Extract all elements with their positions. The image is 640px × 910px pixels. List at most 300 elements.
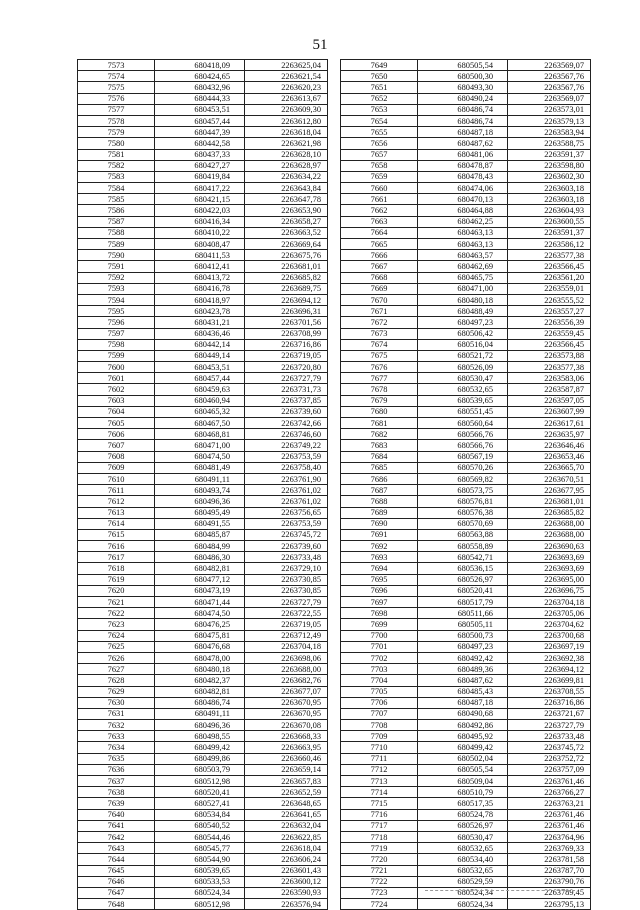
x-coordinate-cell: 680460,94 [155,395,245,406]
x-coordinate-cell: 680569,82 [418,473,508,484]
x-coordinate-cell: 680478,43 [418,171,508,182]
x-coordinate-cell: 680502,04 [418,753,508,764]
y-coordinate-cell: 2263628,10 [245,149,328,160]
table-row [78,373,328,384]
y-coordinate-cell: 2263708,55 [508,686,591,697]
point-number-cell: 7626 [78,652,155,663]
table-row [341,720,591,731]
point-number-cell: 7590 [78,250,155,261]
table-row [341,138,591,149]
point-number-cell: 7667 [341,261,418,272]
table-row [78,440,328,451]
coordinates-table-right-body [341,60,591,910]
x-coordinate-cell: 680492,86 [418,720,508,731]
y-coordinate-cell: 2263681,01 [245,261,328,272]
x-coordinate-cell: 680510,79 [418,787,508,798]
table-row [78,652,328,663]
x-coordinate-cell: 680453,51 [155,104,245,115]
y-coordinate-cell: 2263764,96 [508,831,591,842]
y-coordinate-cell: 2263731,73 [245,384,328,395]
x-coordinate-cell: 680457,44 [155,115,245,126]
x-coordinate-cell: 680442,58 [155,138,245,149]
point-number-cell: 7713 [341,776,418,787]
table-row [341,350,591,361]
y-coordinate-cell: 2263761,46 [508,776,591,787]
table-row [78,574,328,585]
table-row [341,574,591,585]
x-coordinate-cell: 680410,22 [155,227,245,238]
point-number-cell: 7656 [341,138,418,149]
table-row [78,641,328,652]
x-coordinate-cell: 680465,75 [418,272,508,283]
y-coordinate-cell: 2263591,37 [508,227,591,238]
x-coordinate-cell: 680500,30 [418,71,508,82]
x-coordinate-cell: 680413,72 [155,272,245,283]
point-number-cell: 7682 [341,429,418,440]
y-coordinate-cell: 2263577,38 [508,250,591,261]
table-row [78,742,328,753]
table-row [78,485,328,496]
y-coordinate-cell: 2263603,18 [508,194,591,205]
y-coordinate-cell: 2263632,04 [245,820,328,831]
point-number-cell: 7664 [341,227,418,238]
x-coordinate-cell: 680576,38 [418,507,508,518]
table-row [341,529,591,540]
table-row [341,104,591,115]
table-row [341,171,591,182]
point-number-cell: 7681 [341,418,418,429]
y-coordinate-cell: 2263663,95 [245,742,328,753]
x-coordinate-cell: 680480,18 [418,294,508,305]
point-number-cell: 7711 [341,753,418,764]
coordinates-table-right [340,59,591,910]
table-row [341,328,591,339]
table-row [78,776,328,787]
table-row [78,294,328,305]
point-number-cell: 7676 [341,362,418,373]
point-number-cell: 7665 [341,239,418,250]
table-row [341,831,591,842]
x-coordinate-cell: 680533,53 [155,876,245,887]
x-coordinate-cell: 680471,00 [155,440,245,451]
point-number-cell: 7609 [78,462,155,473]
y-coordinate-cell: 2263618,04 [245,843,328,854]
table-row [78,283,328,294]
x-coordinate-cell: 680526,09 [418,362,508,373]
point-number-cell: 7606 [78,429,155,440]
table-row [78,227,328,238]
table-row [78,362,328,373]
table-row [341,194,591,205]
table-row [78,585,328,596]
x-coordinate-cell: 680447,39 [155,127,245,138]
y-coordinate-cell: 2263781,58 [508,854,591,865]
table-row [78,149,328,160]
x-coordinate-cell: 680457,44 [155,373,245,384]
point-number-cell: 7624 [78,630,155,641]
y-coordinate-cell: 2263761,46 [508,820,591,831]
table-row [78,798,328,809]
y-coordinate-cell: 2263557,27 [508,306,591,317]
point-number-cell: 7714 [341,787,418,798]
x-coordinate-cell: 680462,69 [418,261,508,272]
x-coordinate-cell: 680539,65 [155,865,245,876]
table-row [341,339,591,350]
point-number-cell: 7574 [78,71,155,82]
point-number-cell: 7709 [341,731,418,742]
y-coordinate-cell: 2263670,08 [245,720,328,731]
table-row [341,462,591,473]
table-row [78,496,328,507]
point-number-cell: 7704 [341,675,418,686]
x-coordinate-cell: 680488,49 [418,306,508,317]
point-number-cell: 7691 [341,529,418,540]
table-row [78,429,328,440]
table-row [341,205,591,216]
table-row [341,261,591,272]
x-coordinate-cell: 680506,42 [418,328,508,339]
point-number-cell: 7694 [341,563,418,574]
point-number-cell: 7721 [341,865,418,876]
x-coordinate-cell: 680467,50 [155,418,245,429]
x-coordinate-cell: 680476,25 [155,619,245,630]
table-row [78,462,328,473]
x-coordinate-cell: 680512,98 [155,899,245,910]
y-coordinate-cell: 2263733,48 [245,552,328,563]
point-number-cell: 7622 [78,608,155,619]
point-number-cell: 7597 [78,328,155,339]
point-number-cell: 7678 [341,384,418,395]
table-row [78,127,328,138]
y-coordinate-cell: 2263663,52 [245,227,328,238]
x-coordinate-cell: 680509,04 [418,776,508,787]
point-number-cell: 7689 [341,507,418,518]
y-coordinate-cell: 2263561,20 [508,272,591,283]
y-coordinate-cell: 2263681,01 [508,496,591,507]
x-coordinate-cell: 680476,68 [155,641,245,652]
x-coordinate-cell: 680474,50 [155,451,245,462]
x-coordinate-cell: 680486,74 [155,697,245,708]
x-coordinate-cell: 680505,11 [418,619,508,630]
y-coordinate-cell: 2263634,22 [245,171,328,182]
x-coordinate-cell: 680520,41 [418,585,508,596]
point-number-cell: 7642 [78,831,155,842]
point-number-cell: 7620 [78,585,155,596]
point-number-cell: 7614 [78,518,155,529]
x-coordinate-cell: 680534,84 [155,809,245,820]
point-number-cell: 7685 [341,462,418,473]
table-row [78,831,328,842]
page-number: 51 [312,37,328,53]
x-coordinate-cell: 680474,06 [418,183,508,194]
x-coordinate-cell: 680463,13 [418,239,508,250]
y-coordinate-cell: 2263566,45 [508,261,591,272]
y-coordinate-cell: 2263761,46 [508,809,591,820]
y-coordinate-cell: 2263749,22 [245,440,328,451]
table-row [78,552,328,563]
table-row [341,317,591,328]
y-coordinate-cell: 2263716,86 [508,697,591,708]
table-row [341,473,591,484]
y-coordinate-cell: 2263693,69 [508,563,591,574]
table-row [78,887,328,898]
x-coordinate-cell: 680416,78 [155,283,245,294]
x-coordinate-cell: 680492,42 [418,652,508,663]
x-coordinate-cell: 680419,84 [155,171,245,182]
y-coordinate-cell: 2263579,13 [508,115,591,126]
point-number-cell: 7623 [78,619,155,630]
x-coordinate-cell: 680490,24 [418,93,508,104]
table-row [341,776,591,787]
table-row [341,283,591,294]
y-coordinate-cell: 2263569,07 [508,93,591,104]
table-row [78,608,328,619]
x-coordinate-cell: 680570,69 [418,518,508,529]
point-number-cell: 7641 [78,820,155,831]
point-number-cell: 7717 [341,820,418,831]
x-coordinate-cell: 680482,81 [155,686,245,697]
table-row [78,787,328,798]
point-number-cell: 7615 [78,529,155,540]
x-coordinate-cell: 680480,18 [155,664,245,675]
table-row [341,664,591,675]
y-coordinate-cell: 2263719,05 [245,619,328,630]
x-coordinate-cell: 680493,74 [155,485,245,496]
x-coordinate-cell: 680485,43 [418,686,508,697]
y-coordinate-cell: 2263692,38 [508,652,591,663]
y-coordinate-cell: 2263693,69 [508,552,591,563]
x-coordinate-cell: 680544,90 [155,854,245,865]
point-number-cell: 7577 [78,104,155,115]
x-coordinate-cell: 680462,25 [418,216,508,227]
table-row [78,239,328,250]
y-coordinate-cell: 2263621,54 [245,71,328,82]
point-number-cell: 7605 [78,418,155,429]
table-row [78,686,328,697]
x-coordinate-cell: 680442,14 [155,339,245,350]
y-coordinate-cell: 2263660,46 [245,753,328,764]
table-row [78,697,328,708]
table-row [78,764,328,775]
y-coordinate-cell: 2263752,72 [508,753,591,764]
x-coordinate-cell: 680532,65 [418,843,508,854]
y-coordinate-cell: 2263757,09 [508,764,591,775]
table-row [341,250,591,261]
x-coordinate-cell: 680487,18 [418,127,508,138]
y-coordinate-cell: 2263590,93 [245,887,328,898]
point-number-cell: 7675 [341,350,418,361]
point-number-cell: 7621 [78,597,155,608]
point-number-cell: 7722 [341,876,418,887]
y-coordinate-cell: 2263609,30 [245,104,328,115]
x-coordinate-cell: 680540,52 [155,820,245,831]
point-number-cell: 7673 [341,328,418,339]
table-row [341,395,591,406]
table-row [341,787,591,798]
point-number-cell: 7604 [78,406,155,417]
y-coordinate-cell: 2263756,65 [245,507,328,518]
x-coordinate-cell: 680474,50 [155,608,245,619]
table-row [78,194,328,205]
point-number-cell: 7657 [341,149,418,160]
x-coordinate-cell: 680512,98 [155,776,245,787]
table-row [78,451,328,462]
x-coordinate-cell: 680530,47 [418,831,508,842]
y-coordinate-cell: 2263721,67 [508,708,591,719]
table-row [341,541,591,552]
y-coordinate-cell: 2263583,94 [508,127,591,138]
x-coordinate-cell: 680558,89 [418,541,508,552]
x-coordinate-cell: 680486,74 [418,115,508,126]
table-row [341,127,591,138]
table-row [78,104,328,115]
y-coordinate-cell: 2263696,31 [245,306,328,317]
table-row [341,496,591,507]
point-number-cell: 7632 [78,720,155,731]
table-row [341,675,591,686]
x-coordinate-cell: 680526,97 [418,574,508,585]
table-row [78,183,328,194]
x-coordinate-cell: 680545,77 [155,843,245,854]
y-coordinate-cell: 2263648,65 [245,798,328,809]
x-coordinate-cell: 680497,23 [418,641,508,652]
point-number-cell: 7602 [78,384,155,395]
table-row [78,395,328,406]
y-coordinate-cell: 2263602,30 [508,171,591,182]
table-row [341,362,591,373]
y-coordinate-cell: 2263696,75 [508,585,591,596]
point-number-cell: 7616 [78,541,155,552]
y-coordinate-cell: 2263719,05 [245,350,328,361]
point-number-cell: 7637 [78,776,155,787]
table-row [78,306,328,317]
table-row [78,160,328,171]
x-coordinate-cell: 680421,15 [155,194,245,205]
y-coordinate-cell: 2263761,02 [245,496,328,507]
y-coordinate-cell: 2263685,82 [508,507,591,518]
x-coordinate-cell: 680527,41 [155,798,245,809]
point-number-cell: 7635 [78,753,155,764]
point-number-cell: 7575 [78,82,155,93]
point-number-cell: 7589 [78,239,155,250]
x-coordinate-cell: 680570,26 [418,462,508,473]
table-row [341,641,591,652]
y-coordinate-cell: 2263720,80 [245,362,328,373]
point-number-cell: 7680 [341,406,418,417]
point-number-cell: 7710 [341,742,418,753]
y-coordinate-cell: 2263598,80 [508,160,591,171]
table-row [78,708,328,719]
point-number-cell: 7643 [78,843,155,854]
y-coordinate-cell: 2263617,61 [508,418,591,429]
y-coordinate-cell: 2263659,14 [245,764,328,775]
point-number-cell: 7586 [78,205,155,216]
x-coordinate-cell: 680487,18 [418,697,508,708]
x-coordinate-cell: 680498,55 [155,731,245,742]
y-coordinate-cell: 2263705,06 [508,608,591,619]
point-number-cell: 7703 [341,664,418,675]
table-row [341,753,591,764]
table-row [341,731,591,742]
x-coordinate-cell: 680495,92 [418,731,508,742]
table-row [341,865,591,876]
y-coordinate-cell: 2263745,72 [245,529,328,540]
y-coordinate-cell: 2263742,66 [245,418,328,429]
table-row [78,899,328,910]
y-coordinate-cell: 2263555,52 [508,294,591,305]
x-coordinate-cell: 680412,41 [155,261,245,272]
table-row [78,328,328,339]
y-coordinate-cell: 2263769,33 [508,843,591,854]
y-coordinate-cell: 2263600,55 [508,216,591,227]
table-row [341,742,591,753]
point-number-cell: 7674 [341,339,418,350]
x-coordinate-cell: 680422,03 [155,205,245,216]
point-number-cell: 7663 [341,216,418,227]
point-number-cell: 7630 [78,697,155,708]
point-number-cell: 7690 [341,518,418,529]
y-coordinate-cell: 2263647,78 [245,194,328,205]
table-row [78,854,328,865]
y-coordinate-cell: 2263559,01 [508,283,591,294]
table-row [341,429,591,440]
table-row [78,876,328,887]
y-coordinate-cell: 2263766,27 [508,787,591,798]
table-row [78,865,328,876]
y-coordinate-cell: 2263688,00 [245,664,328,675]
x-coordinate-cell: 680481,49 [155,462,245,473]
x-coordinate-cell: 680520,41 [155,787,245,798]
x-coordinate-cell: 680481,06 [418,149,508,160]
table-row [341,552,591,563]
point-number-cell: 7724 [341,899,418,910]
table-row [341,418,591,429]
point-number-cell: 7692 [341,541,418,552]
point-number-cell: 7651 [341,82,418,93]
point-number-cell: 7699 [341,619,418,630]
point-number-cell: 7608 [78,451,155,462]
point-number-cell: 7582 [78,160,155,171]
point-number-cell: 7666 [341,250,418,261]
x-coordinate-cell: 680417,22 [155,183,245,194]
x-coordinate-cell: 680470,13 [418,194,508,205]
point-number-cell: 7679 [341,395,418,406]
y-coordinate-cell: 2263670,51 [508,473,591,484]
table-row [78,597,328,608]
x-coordinate-cell: 680478,87 [418,160,508,171]
point-number-cell: 7693 [341,552,418,563]
y-coordinate-cell: 2263761,90 [245,473,328,484]
x-coordinate-cell: 680503,79 [155,764,245,775]
x-coordinate-cell: 680524,34 [418,899,508,910]
x-coordinate-cell: 680517,79 [418,597,508,608]
table-row [78,171,328,182]
y-coordinate-cell: 2263727,79 [245,373,328,384]
x-coordinate-cell: 680496,36 [155,720,245,731]
point-number-cell: 7591 [78,261,155,272]
y-coordinate-cell: 2263620,23 [245,82,328,93]
y-coordinate-cell: 2263708,99 [245,328,328,339]
point-number-cell: 7662 [341,205,418,216]
y-coordinate-cell: 2263704,62 [508,619,591,630]
x-coordinate-cell: 680471,44 [155,597,245,608]
y-coordinate-cell: 2263682,76 [245,675,328,686]
x-coordinate-cell: 680529,59 [418,876,508,887]
y-coordinate-cell: 2263699,81 [508,675,591,686]
y-coordinate-cell: 2263670,95 [245,697,328,708]
y-coordinate-cell: 2263677,95 [508,485,591,496]
y-coordinate-cell: 2263695,00 [508,574,591,585]
